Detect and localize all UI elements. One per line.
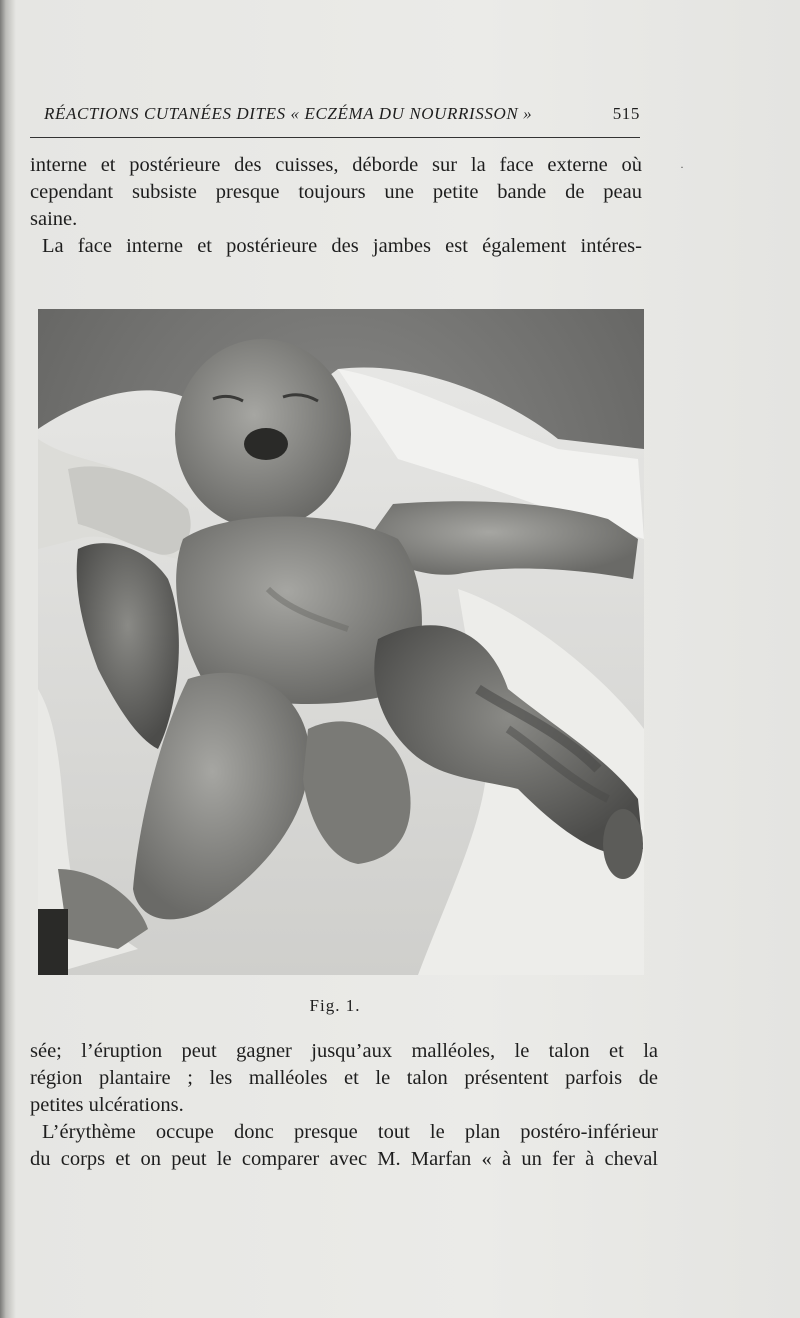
figure-caption-text: Fig. 1.	[309, 996, 361, 1015]
text-line: La face interne et postérieure des jambes est également intéres-	[42, 235, 642, 257]
text-line: cependant subsiste presque toujours une petite bande de peau	[30, 181, 642, 203]
header-rule	[30, 137, 640, 138]
text-line: du corps et on peut le comparer avec M. Marfan « à un fer à cheval	[30, 1148, 658, 1170]
text-line: région plantaire ; les malléoles et le talon présentent parfois de	[30, 1067, 658, 1089]
page-number: 515	[612, 104, 640, 123]
text-line: interne et postérieure des cuisses, déborde sur la face externe où	[30, 154, 642, 176]
margin-speck: ·	[680, 160, 684, 174]
body-text-top	[30, 152, 642, 260]
text-line: saine.	[30, 208, 78, 230]
text-line: L’érythème occupe donc presque tout le plan postéro-inférieur	[42, 1121, 658, 1143]
figure-caption	[0, 996, 700, 1016]
running-head	[44, 104, 640, 124]
text-line: sée; l’éruption peut gagner jusqu’aux malléoles, le talon et la	[30, 1040, 658, 1062]
running-head-title: RÉACTIONS CUTANÉES DITES « ECZÉMA DU NOURRISSON »	[44, 104, 533, 123]
infant-photograph	[38, 309, 644, 975]
text-line: petites ulcérations.	[30, 1094, 184, 1116]
body-text-bottom	[30, 1038, 658, 1173]
figure-photograph	[38, 309, 644, 975]
